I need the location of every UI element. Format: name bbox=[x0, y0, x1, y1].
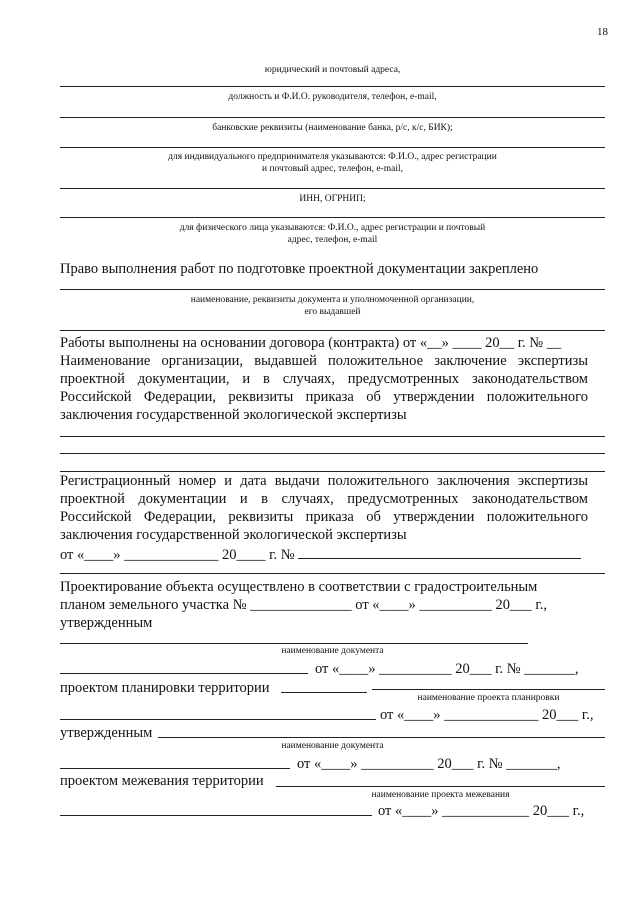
caption-bank-details: банковские реквизиты (наименование банка, р/с, к/с, БИК); bbox=[212, 123, 453, 133]
reg-date-text: от «____» _____________ 20____ г. № bbox=[60, 547, 295, 563]
fill-line[interactable] bbox=[60, 117, 605, 118]
fill-line[interactable] bbox=[60, 673, 308, 674]
caption-line: его выдавшей bbox=[304, 307, 361, 317]
fill-line[interactable] bbox=[60, 147, 605, 148]
fill-line[interactable] bbox=[60, 436, 605, 437]
fill-line[interactable] bbox=[60, 217, 605, 218]
caption-doc-name-b: наименование документа bbox=[281, 741, 384, 751]
fill-line[interactable] bbox=[60, 573, 605, 574]
fill-line[interactable] bbox=[60, 330, 605, 331]
caption-line: наименование, реквизиты документа и уполномоченной организации, bbox=[190, 295, 475, 305]
reg-number-paragraph: Регистрационный номер и дата выдачи положительного заключения экспертизы проектной документации и в случаях, предусмотренных законодательством Российской Федерации, реквизиты приказа об утверждении положительного заключения государственной экологической экспертизы bbox=[60, 473, 588, 543]
caption-surveying-project-name: наименование проекта межевания bbox=[371, 790, 510, 800]
surveying-project-label: проектом межевания территории bbox=[60, 773, 264, 789]
caption-document-name bbox=[60, 294, 605, 318]
page-number: 18 bbox=[597, 26, 608, 38]
fill-line[interactable] bbox=[372, 689, 605, 690]
caption-doc-name-a: наименование документа bbox=[281, 646, 384, 656]
reg-date-line bbox=[60, 544, 581, 564]
fill-line[interactable] bbox=[60, 815, 372, 816]
fill-line[interactable] bbox=[60, 768, 290, 769]
caption-planning-project-name: наименование проекта планировки bbox=[417, 693, 560, 703]
planning-project-label: проектом планировки территории bbox=[60, 680, 270, 696]
fill-line[interactable] bbox=[60, 86, 605, 87]
fill-line[interactable] bbox=[276, 786, 605, 787]
caption-line: и почтовый адрес, телефон, e-mail, bbox=[262, 164, 403, 174]
expertise-org-paragraph: Наименование организации, выдавшей положительное заключение экспертизы проектной документации, и в случаях, предусмотренных законодательством Российской Федерации, реквизиты приказа об утверждении положительного заключения государственной экологической экспертизы bbox=[60, 353, 588, 423]
approved-label-2: утвержденным bbox=[60, 725, 153, 741]
fill-line[interactable] bbox=[60, 289, 605, 290]
date-line-3: от «____» __________ 20___ г. № _______, bbox=[297, 756, 561, 772]
caption-natural-person bbox=[60, 222, 605, 246]
design-basis-line-2: планом земельного участка № ______________ от «____» __________ 20___ г., bbox=[60, 597, 547, 613]
date-line-1: от «____» __________ 20___ г. № _______, bbox=[315, 661, 579, 677]
fill-line[interactable] bbox=[158, 737, 605, 738]
caption-inn-ogrnip: ИНН, ОГРНИП; bbox=[299, 194, 366, 204]
design-basis-line-1: Проектирование объекта осуществлено в соответствии с градостроительным bbox=[60, 579, 538, 595]
date-line-4: от «____» ____________ 20___ г., bbox=[378, 803, 585, 819]
caption-head-position: должность и Ф.И.О. руководителя, телефон, e-mail, bbox=[228, 92, 437, 102]
caption-legal-address: юридический и почтовый адреса, bbox=[264, 65, 401, 75]
right-to-perform-text: Право выполнения работ по подготовке проектной документации закреплено bbox=[60, 261, 539, 277]
caption-line: адрес, телефон, e-mail bbox=[287, 235, 378, 245]
caption-line: для физического лица указываются: Ф.И.О., адрес регистрации и почтовый bbox=[179, 223, 486, 233]
fill-line[interactable] bbox=[60, 188, 605, 189]
date-line-2: от «____» _____________ 20___ г., bbox=[380, 707, 594, 723]
contract-line: Работы выполнены на основании договора (контракта) от «__» ____ 20__ г. № __ bbox=[60, 335, 562, 351]
caption-line: для индивидуального предпринимателя указываются: Ф.И.О., адрес регистрации bbox=[168, 152, 497, 162]
approved-label-1: утвержденным bbox=[60, 615, 153, 631]
reg-number-field[interactable] bbox=[298, 544, 581, 559]
fill-line[interactable] bbox=[60, 643, 528, 644]
fill-line[interactable] bbox=[281, 692, 367, 693]
caption-individual-entrepreneur bbox=[60, 151, 605, 175]
fill-line[interactable] bbox=[60, 453, 605, 454]
fill-line[interactable] bbox=[60, 719, 376, 720]
